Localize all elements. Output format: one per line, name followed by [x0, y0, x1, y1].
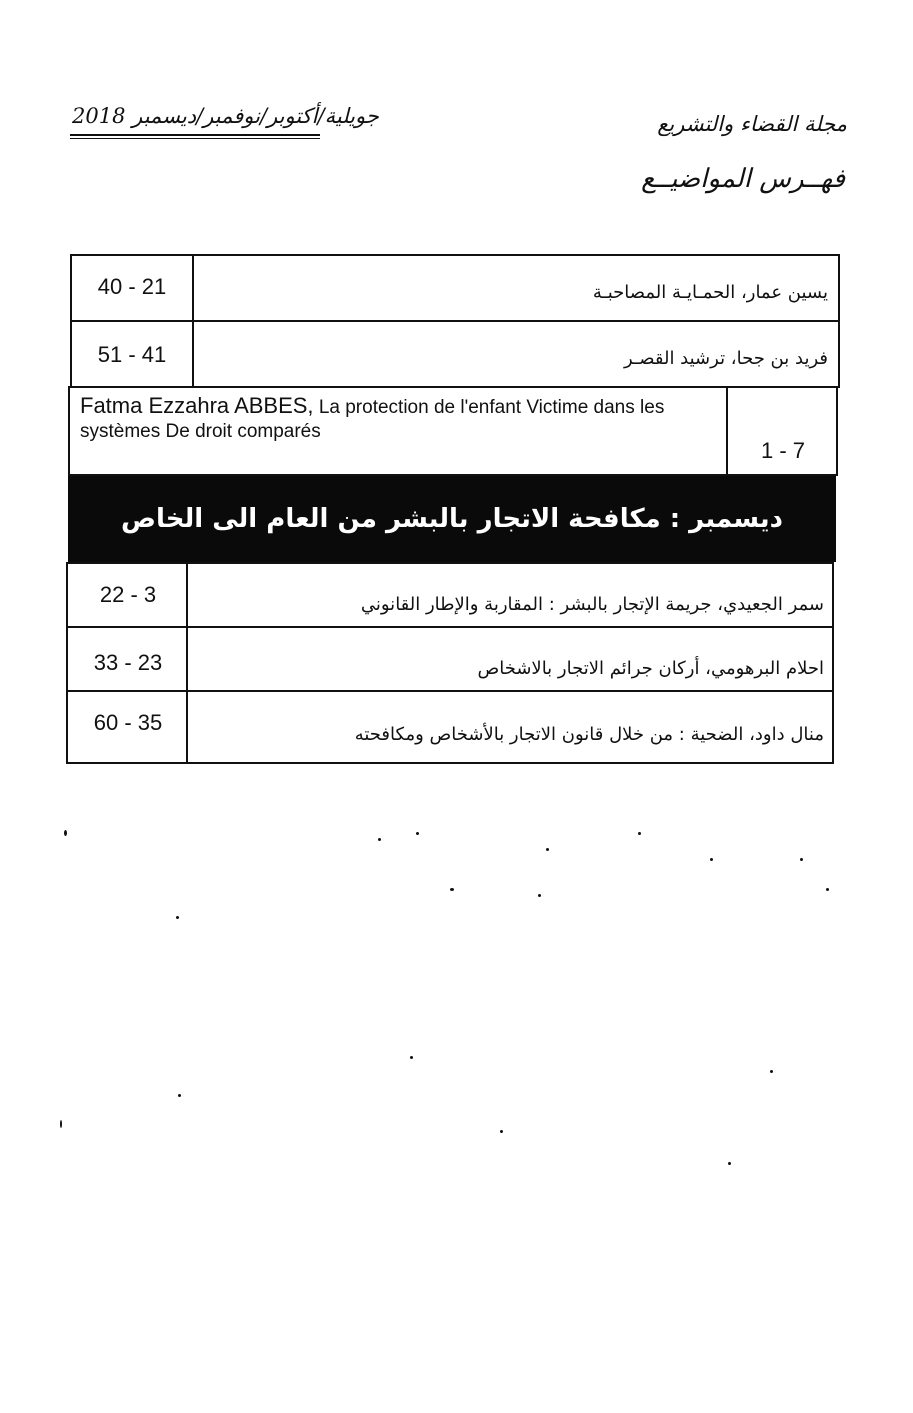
toc-row — [66, 626, 834, 692]
journal-name: مجلة القضاء والتشريع — [657, 112, 847, 136]
column-divider — [192, 256, 194, 320]
section-banner — [68, 476, 836, 562]
entry-pages: 22 - 3 — [99, 582, 157, 607]
toc-row-latin — [68, 386, 838, 476]
entry-pages: 1 - 7 — [760, 438, 806, 463]
issue-date: جويلية/أكتوبر/نوفمبر/ديسمبر 2018 — [72, 104, 379, 128]
entry-title: فريد بن جحا، ترشيد القصـر — [624, 348, 828, 369]
column-divider — [186, 564, 188, 626]
entry-pages: 33 - 23 — [93, 650, 163, 675]
entry-title: La protection de l'enfant Victime dans les systèmes De droit comparés — [80, 397, 665, 442]
column-divider — [186, 692, 188, 762]
header-underline-thin — [70, 138, 320, 139]
entry-title: سمر الجعيدي، جريمة الإتجار بالبشر : المقاربة والإطار القانوني — [360, 594, 824, 615]
entry-pages: 40 - 21 — [97, 274, 167, 299]
header-underline — [70, 134, 320, 136]
toc-row — [66, 562, 834, 628]
entry-pages: 51 - 41 — [97, 342, 167, 367]
entry-pages: 60 - 35 — [93, 710, 163, 735]
entry-title: منال داود، الضحية : من خلال قانون الاتجار بالأشخاص ومكافحته — [354, 724, 824, 745]
column-divider — [192, 322, 194, 386]
entry-author: Fatma Ezzahra ABBES, — [80, 393, 314, 418]
index-title: فهــرس المواضيــع — [641, 164, 845, 194]
entry-title-latin — [80, 394, 720, 444]
toc-row — [70, 254, 840, 322]
toc-row — [70, 320, 840, 388]
toc-row — [66, 690, 834, 764]
entry-title: يسين عمار، الحمـايـة المصاحبـة — [592, 282, 828, 303]
column-divider — [186, 628, 188, 690]
section-banner-title: ديسمبر : مكافحة الاتجار بالبشر من العام الى الخاص — [121, 504, 783, 534]
entry-title: احلام البرهومي، أركان جرائم الاتجار بالاشخاص — [477, 658, 824, 679]
